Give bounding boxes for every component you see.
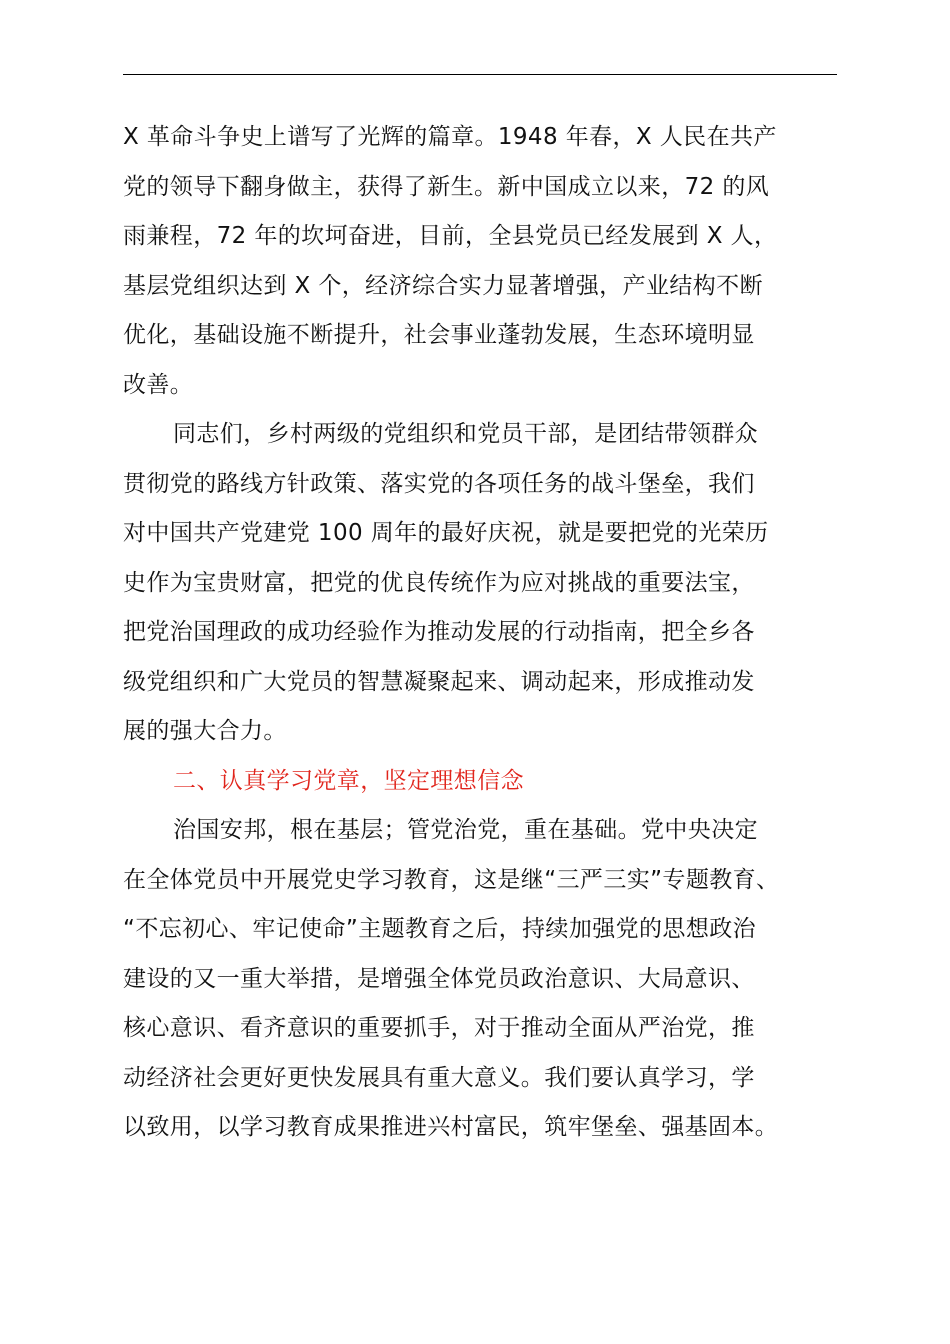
- text-line: 以致用，以学习教育成果推进兴村富民，筑牢堡垒、强基固本。: [123, 1114, 779, 1140]
- text-line: 基层党组织达到 X 个，经济综合实力显著增强，产业结构不断: [123, 272, 763, 299]
- text-line: 在全体党员中开展党史学习教育，这是继“三严三实”专题教育、: [123, 866, 780, 893]
- text-line: 优化，基础设施不断提升，社会事业蓬勃发展，生态环境明显: [123, 322, 755, 348]
- text-line: 对中国共产党建党 100 周年的最好庆祝，就是要把党的光荣历: [123, 520, 769, 546]
- text-line: 动经济社会更好更快发展具有重大意义。我们要认真学习，学: [123, 1064, 755, 1091]
- text-line: 党的领导下翻身做主，获得了新生。新中国成立以来，72 的风: [123, 173, 770, 200]
- paragraph-first-line: 同志们，乡村两级的党组织和党员干部，是团结带领群众: [173, 421, 758, 447]
- text-line: 雨兼程，72 年的坎坷奋进，目前，全县党员已经发展到 X 人，: [123, 223, 778, 249]
- document-body: [123, 113, 843, 1153]
- text-line: 级党组织和广大党员的智慧凝聚起来、调动起来，形成推动发: [123, 668, 755, 695]
- header-rule: [123, 74, 837, 75]
- text-line: 核心意识、看齐意识的重要抓手，对于推动全面从严治党，推: [123, 1015, 755, 1041]
- text-line: 改善。: [123, 371, 194, 398]
- text-line: 贯彻党的路线方针政策、落实党的各项任务的战斗堡垒，我们: [123, 470, 755, 497]
- text-line: 史作为宝贵财富，把党的优良传统作为应对挑战的重要法宝，: [123, 569, 755, 596]
- text-line: X 革命斗争史上谱写了光辉的篇章。1948 年春，X 人民在共产: [123, 124, 777, 150]
- text-line: 展的强大合力。: [123, 718, 287, 744]
- text-line: 建设的又一重大举措，是增强全体党员政治意识、大局意识、: [123, 965, 755, 992]
- text-line: 把党治国理政的成功经验作为推动发展的行动指南，把全乡各: [123, 619, 755, 645]
- paragraph-first-line: 治国安邦，根在基层；管党治党，重在基础。党中央决定: [173, 817, 758, 843]
- text-line: “不忘初心、牢记使命”主题教育之后，持续加强党的思想政治: [123, 916, 757, 942]
- section-heading: 二、认真学习党章，坚定理想信念: [173, 767, 524, 794]
